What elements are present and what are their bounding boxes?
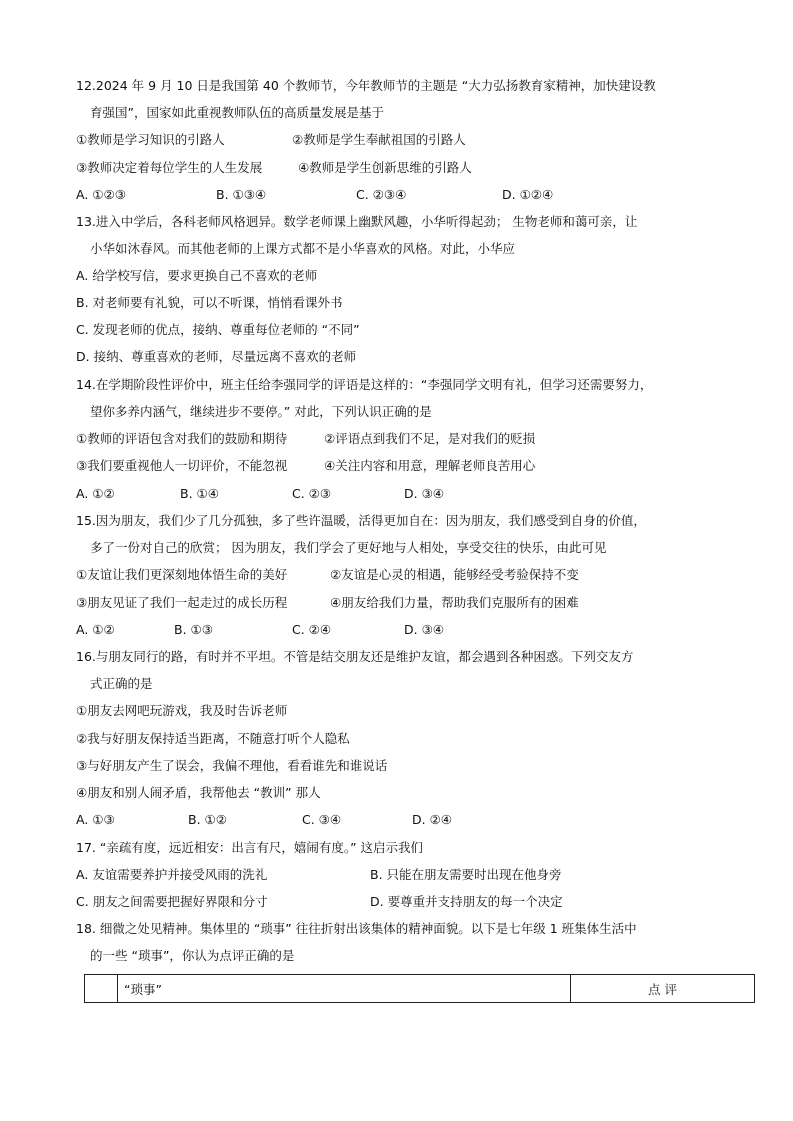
q15-statement-1: ①友谊让我们更深刻地体悟生命的美好: [76, 567, 288, 582]
q12-stem-line2: 育强国”，国家如此重视教师队伍的高质量发展是基于: [90, 105, 384, 120]
q15-option-c: C. ②④: [292, 622, 332, 637]
q16-option-c: C. ③④: [302, 812, 342, 827]
q13-stem-line1: 13.进入中学后，各科老师风格迥异。数学老师课上幽默风趣，小华听得起劲； 生物老师和蔼可亲，让: [76, 214, 638, 229]
table-header-row: [85, 975, 755, 1003]
q18-stem-line2: 的一些 “琐事”，你认为点评正确的是: [90, 948, 295, 963]
q13-option-d: D. 接纳、尊重喜欢的老师，尽量远离不喜欢的老师: [76, 349, 357, 364]
q12-statement-2: ②教师是学生奉献祖国的引路人: [292, 132, 466, 147]
q16-option-b: B. ①②: [188, 812, 227, 827]
q16-statement-3: ③与好朋友产生了误会，我偏不理他，看看谁先和谁说话: [76, 758, 388, 773]
q13-option-b: B. 对老师要有礼貌，可以不听课，悄悄看课外书: [76, 295, 343, 310]
q16-statement-2: ②我与好朋友保持适当距离，不随意打听个人隐私: [76, 731, 350, 746]
q12-option-c: C. ②③④: [356, 187, 407, 202]
q12-option-b: B. ①③④: [216, 187, 267, 202]
q12-statement-3: ③教师决定着每位学生的人生发展: [76, 160, 263, 175]
q13-stem-line2: 小华如沐春风。而其他老师的上课方式都不是小华喜欢的风格。对此，小华应: [90, 241, 516, 256]
q16-stem-line2: 式正确的是: [90, 676, 153, 691]
q16-stem-line1: 16.与朋友同行的路，有时并不平坦。不管是结交朋友还是维护友谊，都会遇到各种困惑。下列交友方: [76, 649, 634, 664]
q14-statement-4: ④关注内容和用意，理解老师良苦用心: [324, 458, 536, 473]
q18-table: [84, 974, 755, 1003]
q16-option-d: D. ②④: [412, 812, 452, 827]
q12-statement-4: ④教师是学生创新思维的引路人: [298, 160, 472, 175]
table-header-trivia: “琐事”: [118, 975, 571, 1003]
q14-option-d: D. ③④: [404, 486, 444, 501]
q12-stem-line1: 12.2024 年 9 月 10 日是我国第 40 个教师节，今年教师节的主题是 “大力弘扬教育家精神，加快建设教: [76, 78, 656, 93]
q14-statement-3: ③我们要重视他人一切评价，不能忽视: [76, 458, 288, 473]
q13-option-c: C. 发现老师的优点，接纳、尊重每位老师的 “不同”: [76, 322, 360, 337]
q12-statement-1: ①教师是学习知识的引路人: [76, 132, 225, 147]
q12-option-d: D. ①②④: [502, 187, 554, 202]
q14-option-b: B. ①④: [180, 486, 219, 501]
q15-statement-4: ④朋友给我们力量，帮助我们克服所有的困难: [330, 595, 579, 610]
table-header-comment: 点 评: [571, 975, 755, 1003]
q14-option-a: A. ①②: [76, 486, 115, 501]
q14-statement-2: ②评语点到我们不足，是对我们的贬损: [324, 431, 536, 446]
q14-option-c: C. ②③: [292, 486, 332, 501]
q14-stem-line2: 望你多养内涵气，继续进步不要停。” 对此，下列认识正确的是: [90, 404, 432, 419]
q14-statement-1: ①教师的评语包含对我们的鼓励和期待: [76, 431, 288, 446]
q16-option-a: A. ①③: [76, 812, 115, 827]
q17-option-c: C. 朋友之间需要把握好界限和分寸: [76, 894, 268, 909]
q15-option-d: D. ③④: [404, 622, 444, 637]
q13-option-a: A. 给学校写信，要求更换自己不喜欢的老师: [76, 268, 318, 283]
q16-statement-4: ④朋友和别人闹矛盾，我帮他去 “教训” 那人: [76, 785, 321, 800]
q15-statement-3: ③朋友见证了我们一起走过的成长历程: [76, 595, 288, 610]
q18-stem-line1: 18. 细微之处见精神。集体里的 “琐事” 往往折射出该集体的精神面貌。以下是七年级 1 班集体生活中: [76, 921, 637, 936]
table-header-index: [85, 975, 118, 1003]
q14-stem-line1: 14.在学期阶段性评价中，班主任给李强同学的评语是这样的：“李强同学文明有礼，但学习还需要努力，: [76, 377, 653, 392]
q15-stem-line1: 15.因为朋友，我们少了几分孤独，多了些许温暖，活得更加自在：因为朋友，我们感受到自身的价值，: [76, 513, 646, 528]
q17-option-b: B. 只能在朋友需要时出现在他身旁: [370, 867, 562, 882]
q15-option-a: A. ①②: [76, 622, 115, 637]
q12-option-a: A. ①②③: [76, 187, 126, 202]
q15-option-b: B. ①③: [174, 622, 213, 637]
q17-option-d: D. 要尊重并支持朋友的每一个决定: [370, 894, 563, 909]
q17-option-a: A. 友谊需要养护并接受风雨的洗礼: [76, 867, 268, 882]
q17-stem: 17. “亲疏有度，远近相安：出言有尺，嬉闹有度。” 这启示我们: [76, 840, 424, 855]
q15-statement-2: ②友谊是心灵的相遇，能够经受考验保持不变: [330, 567, 579, 582]
q16-statement-1: ①朋友去网吧玩游戏，我及时告诉老师: [76, 703, 288, 718]
q15-stem-line2: 多了一份对自己的欣赏； 因为朋友，我们学会了更好地与人相处，享受交往的快乐，由此可见: [90, 540, 607, 555]
